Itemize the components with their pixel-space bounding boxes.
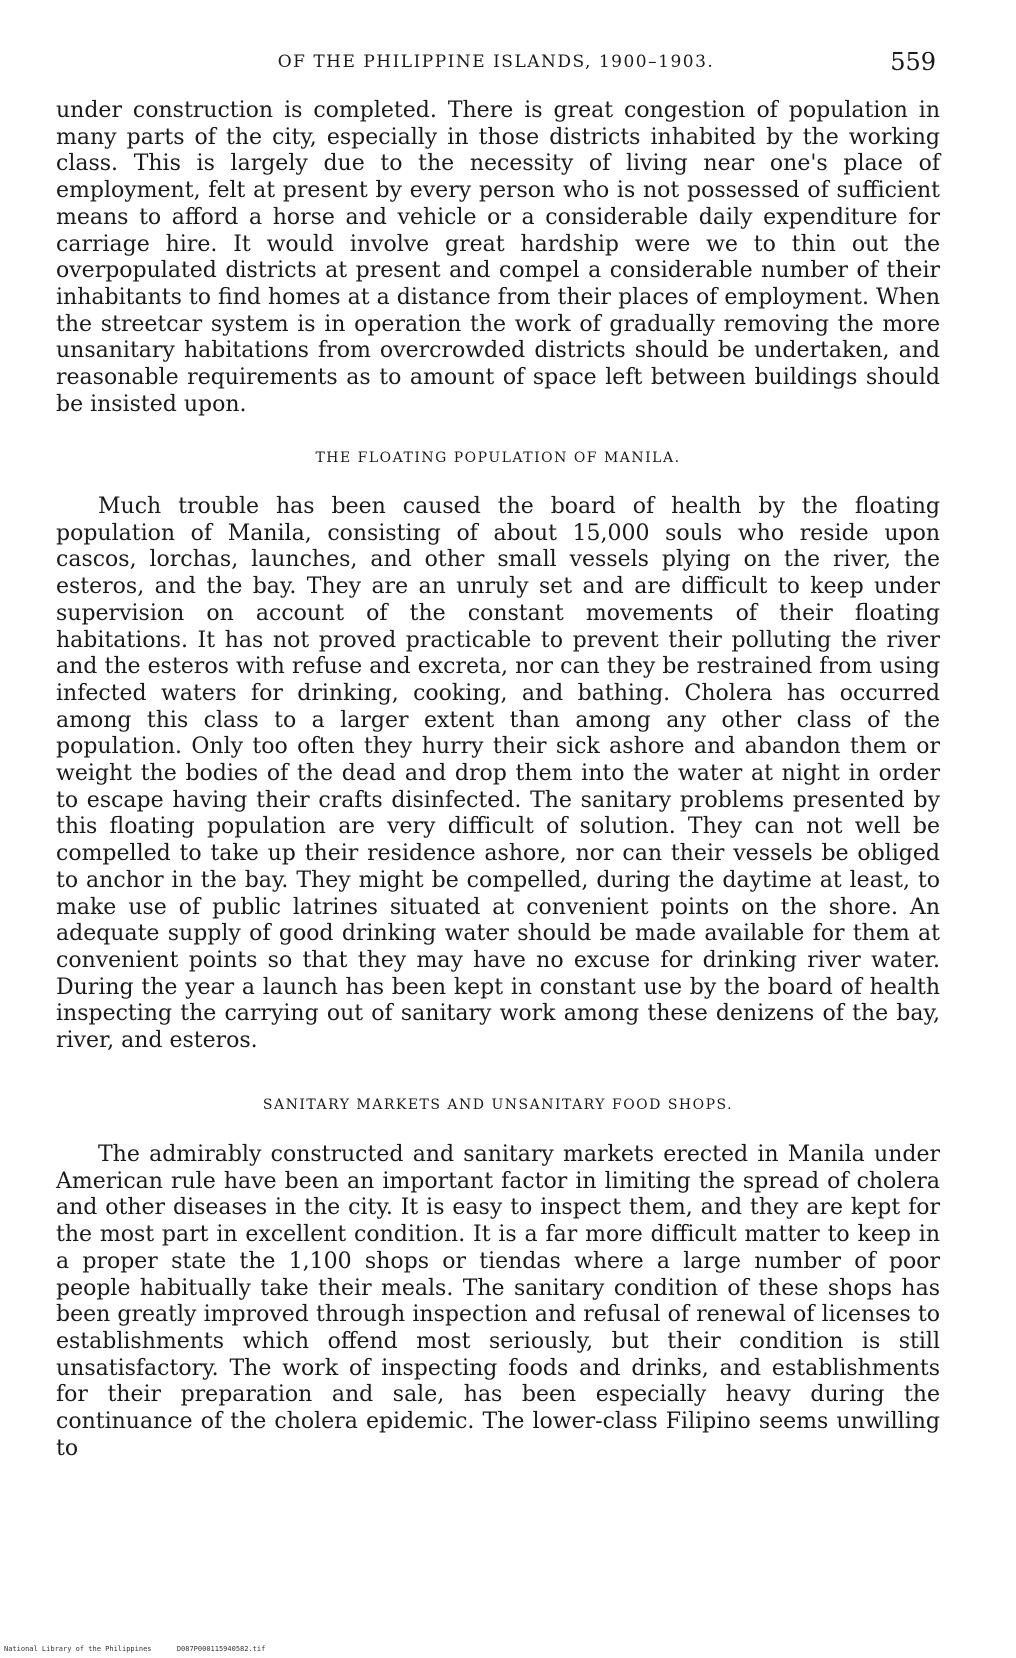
floating-population-text-block — [56, 494, 940, 1055]
running-head — [56, 50, 936, 80]
page-number: 559 — [890, 48, 936, 76]
floating-population-heading: THE FLOATING POPULATION OF MANILA. — [315, 450, 681, 466]
intro-text-block — [56, 98, 940, 418]
footer-file-id: D087P000115940582.tif — [176, 1645, 266, 1653]
floating-population-paragraph: Much trouble has been caused the board of health by the floating population of Manila, consisting of about 15,000 souls who reside upon cascos, lorchas, launches, and other small vessels plying on the river, the esteros, and the bay. They are an unruly set and are difficult to keep under supervision on account of the constant movements of their floating habitations. It has not proved practicable to prevent their polluting the river and the esteros with refuse and excreta, nor can they be restrained from using infected waters for drinking, cooking, and bathing. Cholera has occurred among this class to a larger extent than among any other class of the population. Only too often they hurry their sick ashore and abandon them or weight the bodies of the dead and drop them into the water at night in order to escape having their crafts disinfected. The sanitary problems presented by this floating population are very difficult of solution. They can not well be compelled to take up their residence ashore, nor can their vessels be obliged to anchor in the bay. They might be compelled, during the daytime at least, to make use of public latrines situated at convenient points on the shore. An adequate supply of good drinking water should be made available for them at convenient points so that they may have no excuse for drinking river water. During the year a launch has been kept in constant use by the board of health inspecting the carrying out of sanitary work among these denizens of the bay, river, and esteros. — [56, 494, 940, 1054]
markets-heading: SANITARY MARKETS AND UNSANITARY FOOD SHOPS. — [262, 1097, 734, 1113]
running-title: OF THE PHILIPPINE ISLANDS, 1900–1903. — [277, 52, 715, 72]
markets-text-block — [56, 1142, 940, 1462]
markets-paragraph: The admirably constructed and sanitary markets erected in Manila under American rule have been an important factor in limiting the spread of cholera and other diseases in the city. It is easy to inspect them, and they are kept for the most part in excellent condition. It is a far more difficult matter to keep in a proper state the 1,100 shops or tiendas where a large number of poor people habitually take their meals. The sanitary condition of these shops has been greatly improved through inspection and refusal of renewal of licenses to establishments which offend most seriously, but their condition is still unsatisfactory. The work of inspecting foods and drinks, and establishments for their preparation and sale, has been especially heavy during the continuance of the cholera epidemic. The lower-class Filipino seems unwilling to — [56, 1142, 940, 1461]
intro-paragraph: under construction is completed. There is great congestion of population in many parts of the city, especially in those districts inhabited by the working class. This is largely due to the necessity of living near one's place of employment, felt at present by every person who is not possessed of sufficient means to afford a horse and vehicle or a considerable daily expenditure for carriage hire. It would involve great hardship were we to thin out the overpopulated districts at present and compel a considerable number of their inhabitants to find homes at a distance from their places of employment. When the streetcar system is in operation the work of gradually removing the more unsanitary habitations from overcrowded districts should be undertaken, and reasonable requirements as to amount of space left between buildings should be insisted upon. — [56, 98, 940, 417]
scan-footer — [4, 1645, 265, 1653]
footer-library: National Library of the Philippines — [4, 1645, 152, 1653]
